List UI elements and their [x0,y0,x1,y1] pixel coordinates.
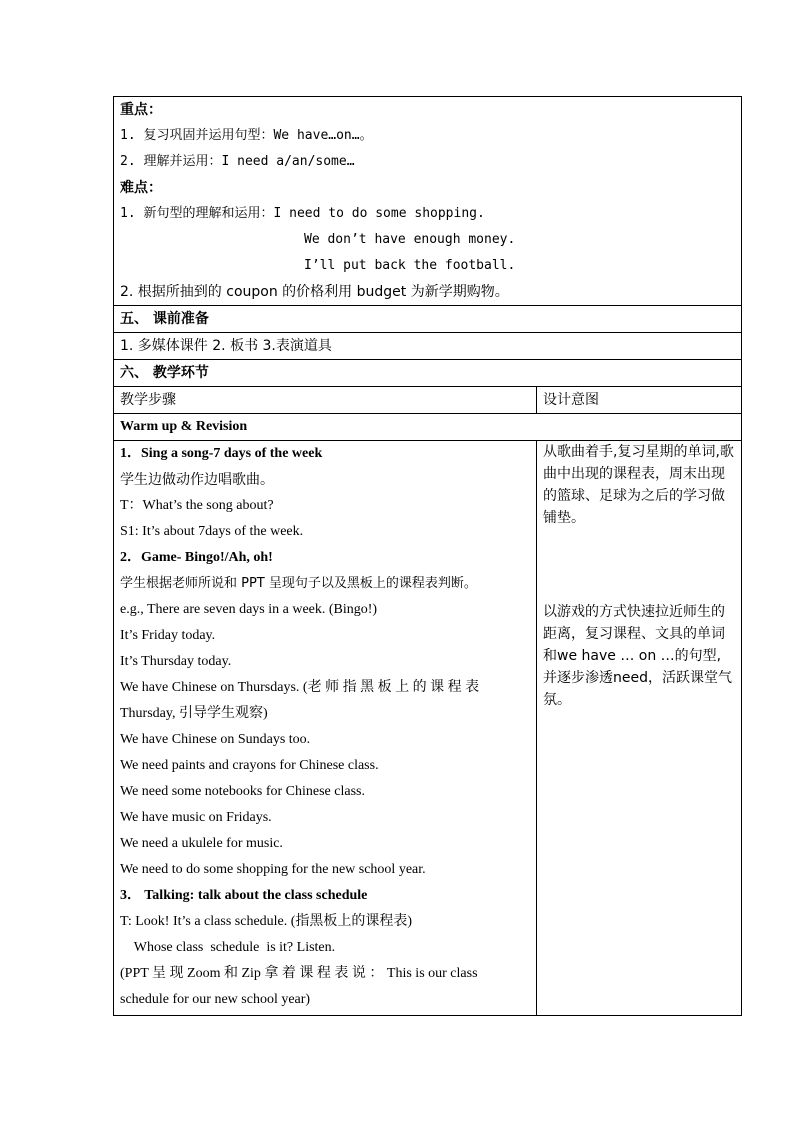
steps-cell [114,441,537,1016]
difficulties-heading: 难点： [120,180,162,196]
difficulty-2: 2. 根据所抽到的 coupon 的价格利用 budget 为新学期购物。 [120,284,509,300]
step3-line3a: (PPT 呈 现 Zoom 和 Zip 拿 着 课 程 表 说 ： This is our class [120,966,478,981]
difficulty-sentence-1: I need to do some shopping. [273,206,485,221]
step3-line1: T: Look! It’s a class schedule. (指黑板上的课程表) [120,914,413,929]
steps-row [114,441,742,1016]
step2-title: 2．Game- Bingo!/Ah, oh! [120,550,273,565]
step2-line11: We need to do some shopping for the new school year. [120,862,426,877]
objectives-cell [114,97,742,306]
key-points-heading: 重点： [120,102,162,118]
column-header-intent: 设计意图 [537,387,742,414]
step2-line3: It’s Friday today. [120,628,216,643]
intent-cell [537,441,742,1016]
step2-line10: We need a ukulele for music. [120,836,283,851]
step2-line5a: We have Chinese on Thursdays. (老 师 指 黑 板 上 的 课 程 表 [120,680,480,695]
step2-line5b: Thursday, 引导学生观察) [120,706,268,721]
phase-row [114,414,742,441]
section5-content-row [114,333,742,360]
lesson-plan-page [113,96,741,1016]
section5-content: 1. 多媒体课件 2. 板书 3.表演道具 [114,333,742,360]
step2-line1: 学生根据老师所说和 PPT 呈现句子以及黑板上的课程表判断。 [120,576,477,591]
section6-title-row [114,360,742,387]
difficulty-sentence-3: I’ll put back the football. [304,258,516,273]
objectives-row [114,97,742,306]
step2-line8: We need some notebooks for Chinese class. [120,784,365,799]
section6-title: 六、 教学环节 [114,360,742,387]
step2-line4: It’s Thursday today. [120,654,232,669]
step3-line3b: schedule for our new school year) [120,992,311,1007]
lesson-plan-table [113,96,742,1016]
step1-line3: S1: It’s about 7days of the week. [120,524,304,539]
column-header-steps: 教学步骤 [114,387,537,414]
difficulty-1 [120,201,735,227]
intent-game: 以游戏的方式快速拉近师生的距离，复习课程、文具的单词和we have … on …的句型,并逐步渗透need，活跃课堂气氛。 [543,604,732,708]
column-header-row [114,387,742,414]
step1-line1: 学生边做动作边唱歌曲。 [120,472,274,488]
difficulty-1-prefix: 1. 新句型的理解和运用： [120,206,274,221]
section5-title: 五、 课前准备 [114,306,742,333]
step1-title: 1．Sing a song-7 days of the week [120,446,323,461]
step3-line2: Whose class schedule is it? Listen. [120,940,336,955]
key-point-1: 1. 复习巩固并运用句型：We have…on…。 [120,128,373,143]
key-point-2: 2. 理解并运用：I need a/an/some… [120,154,355,169]
difficulty-sentence-2: We don’t have enough money. [304,232,516,247]
step1-line2: T：What’s the song about? [120,498,274,513]
step3-title: 3． Talking: talk about the class schedule [120,888,368,903]
section5-title-row [114,306,742,333]
step2-line6: We have Chinese on Sundays too. [120,732,311,747]
step2-line2: e.g., There are seven days in a week. (Bingo!) [120,602,378,617]
step2-line9: We have music on Fridays. [120,810,272,825]
phase-title: Warm up & Revision [114,414,742,441]
intent-song: 从歌曲着手,复习星期的单词,歌曲中出现的课程表，周末出现的篮球、足球为之后的学习做铺垫。 [543,444,734,526]
step2-line7: We need paints and crayons for Chinese class. [120,758,379,773]
